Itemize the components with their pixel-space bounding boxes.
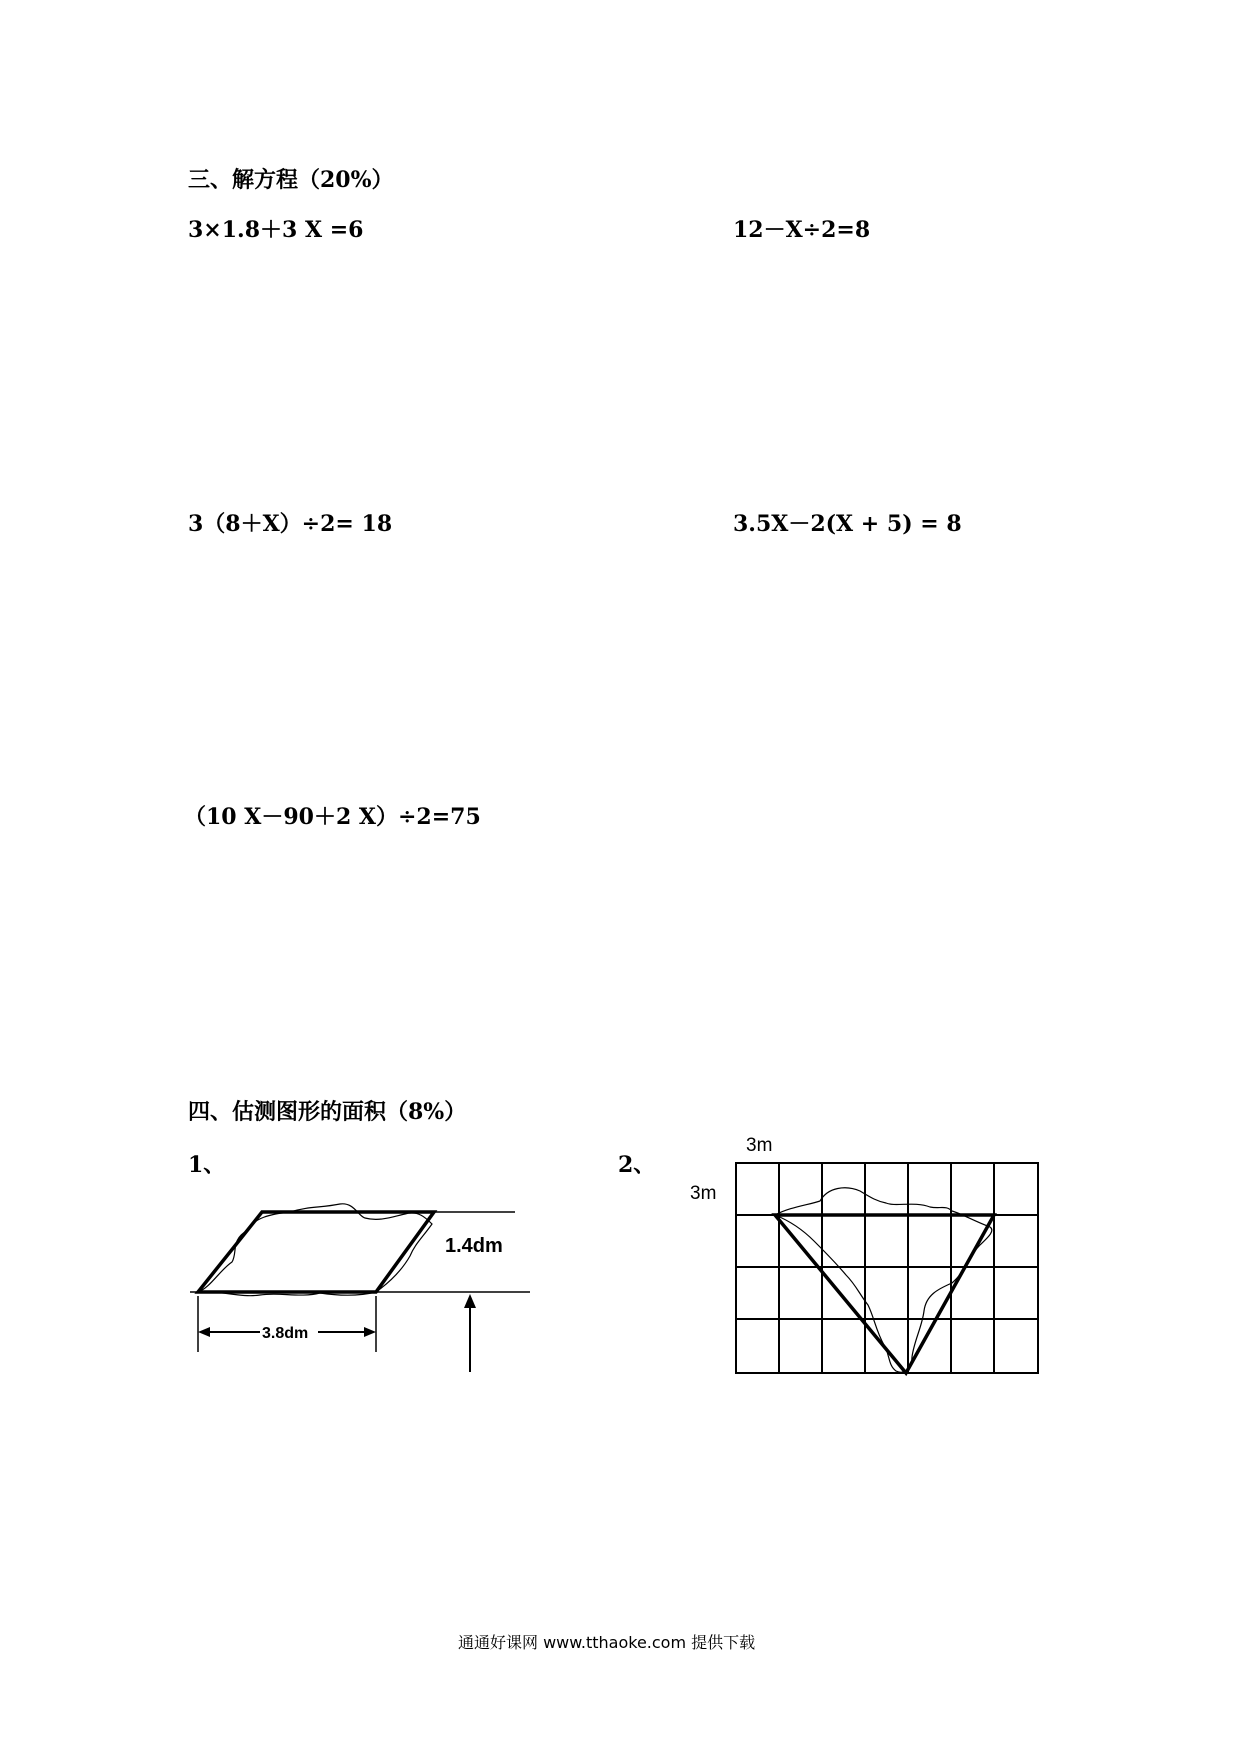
base-label: 3.8dm	[262, 1325, 309, 1342]
grid-top-label: 3m	[746, 1135, 773, 1156]
equation-1: 3×1.8＋3 X =6	[188, 217, 364, 243]
grid-side-label: 3m	[690, 1183, 717, 1204]
figure-1-parallelogram-diagram	[190, 1200, 550, 1400]
equation-2: 12－X÷2=8	[733, 217, 871, 243]
footer-text: 通通好课网 www.tthaoke.com 提供下载	[458, 1633, 756, 1652]
equation-3: 3（8＋X）÷2= 18	[188, 511, 393, 537]
figure-1-number: 1、	[188, 1152, 226, 1178]
section-3-heading: 三、解方程（20%）	[188, 167, 394, 193]
figure-2-number: 2、	[618, 1152, 656, 1178]
figure-2-grid-diagram	[690, 1135, 1090, 1395]
height-label: 1.4dm	[445, 1235, 503, 1257]
equation-5: （10 X－90＋2 X）÷2=75	[184, 804, 481, 830]
section-4-heading: 四、估测图形的面积（8%）	[188, 1099, 467, 1125]
equation-4: 3.5X－2(X + 5) = 8	[733, 511, 962, 537]
